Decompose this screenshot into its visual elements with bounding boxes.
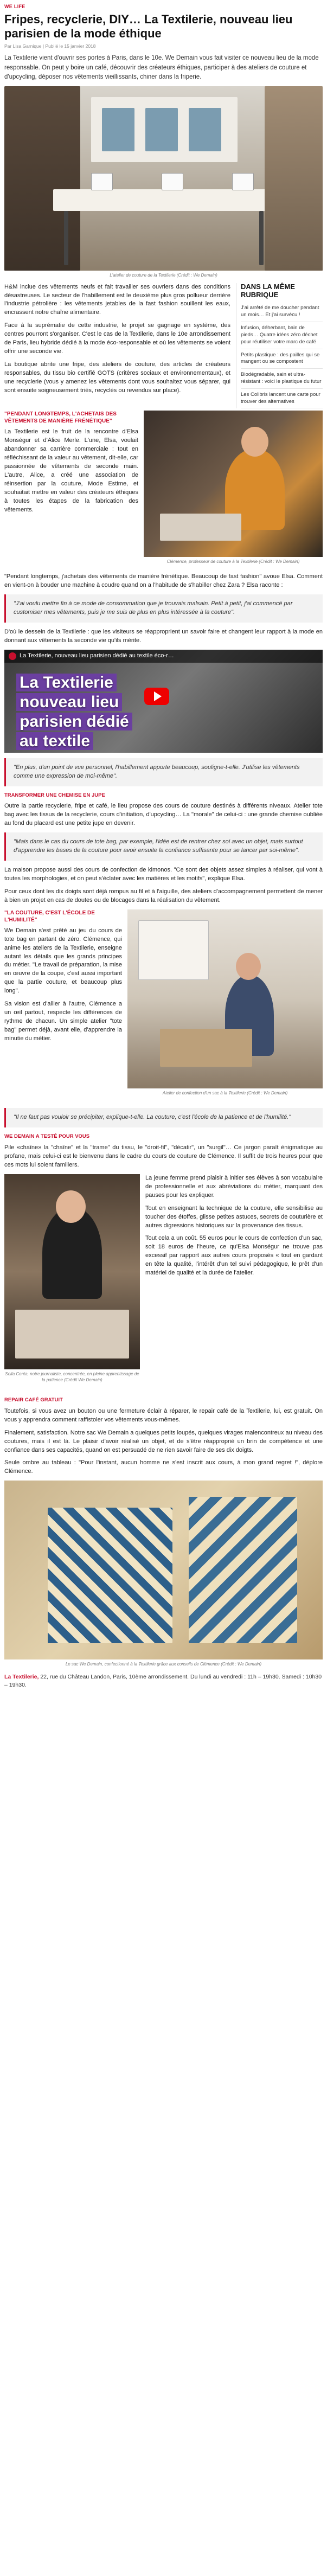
intro-row	[4, 283, 323, 409]
video-bar-title: La Textilerie, nouveau lieu parisien dédié au textile éco-r…	[20, 652, 174, 659]
hero-photo	[4, 86, 323, 271]
related-title: DANS LA MÊME RUBRIQUE	[241, 282, 295, 299]
bag-caption: Le sac We Demain, confectionné à la Textilerie grâce aux conseils de Clémence (Crédit : We Demain)	[65, 1662, 262, 1667]
paragraph: D'où le dessein de la Textilerie : que les visiteurs se réapproprient un savoir faire et changent leur rapport à la mode en donnant aux vêtements la seconde vie qu'ils mérite.	[4, 628, 323, 644]
video-channel-icon	[9, 652, 16, 660]
paragraph: Tout cela a un coût. 55 euros pour le cours de confection d'un sac, soit 18 euros de l'heure, ce qu'Elsa Monségur ne trouve pas excessif par rapport aux autres cours proposés « tout en gardant en tête la qualité, l'intérêt d'un tel suivi pédagogique, le prêt d'un matériel de qualité et la durée de l'atelier.	[145, 1235, 323, 1277]
paragraph: Finalement, satisfaction. Notre sac We Demain a quelques petits loupés, quelques virages malencontreux au niveau des coutures, mais il est là. Le plaisir d'avoir réalisé un objet, et de s'être réapproprié un brin de compétence et une confiance dans ses capacités, quand on est persuadé de ne rien savoir faire de ses dix doigts.	[4, 1429, 323, 1453]
related-link[interactable]: J'ai arrêté de me doucher pendant un mois… Et j'ai survécu !	[241, 302, 323, 322]
video-player[interactable]	[4, 650, 323, 753]
humility-section	[4, 909, 323, 1104]
paragraph: Toutefois, si vous avez un bouton ou une fermeture éclair à réparer, le repair café de la Textilerie, lui, est gratuit. On vous y apprendra comment raffistoler vos vêtements vous-mêmes.	[4, 1407, 323, 1423]
address-note	[4, 1673, 323, 1689]
article-lead: La Textilerie vient d'ouvrir ses portes à Paris, dans le 10e. We Demain vous fait visiter ce nouveau lieu de la mode responsable. On peut y boire un café, découvrir des créateurs éthiques, participer à des ateliers de couture et d'upcycling, déposer nos vêtements vieillissants, chiner dans la friperie.	[4, 55, 319, 80]
paragraph: Tout en enseignant la technique de la couture, elle sensibilise au toucher des étoffes, glisse petites astuces, secrets de couturière et autres digressions historiques sur la provenance des tissus.	[145, 1204, 323, 1229]
video-title-line: nouveau lieu	[16, 693, 122, 711]
related-sidebar	[236, 283, 323, 409]
blockquote: "Mais dans le cas du cours de tote bag, par exemple, l'idée est de rentrer chez soi avec un objet, mais surtout d'apprendre les bases de la couture pour avoir ensuite la confiance suffisante pour se lancer par soi-même".	[4, 832, 323, 861]
pull-quote: "LA COUTURE, C'EST L'ÉCOLE DE L'HUMILITÉ"	[4, 909, 95, 923]
journalist-caption: Solla Conta, notre journaliste, concentrée, en pleine apprentissage de la patience (Crédit We Demain)	[5, 1371, 139, 1383]
paragraph: La jeune femme prend plaisir à initier ses élèves à son vocabulaire de professionnelle et aux abréviations du métier, marquant des pauses pour les expliquer.	[145, 1174, 323, 1199]
venue-name[interactable]: La Textilerie,	[4, 1673, 39, 1680]
workshop-figure	[127, 909, 323, 1101]
video-title-bar	[4, 650, 323, 663]
founders-section	[4, 411, 323, 589]
teacher-photo	[144, 411, 323, 557]
related-link[interactable]: Infusion, déherbant, bain de pieds… Quatre idées zéro déchet pour réutiliser votre marc de café	[241, 322, 323, 349]
related-link[interactable]: Biodégradable, sain et ultra-résistant : voici le plastique du futur	[241, 369, 323, 389]
video-overlay-title	[16, 674, 132, 752]
section-heading: REPAIR CAFÉ GRATUIT	[4, 1397, 63, 1404]
section-heading: WE DEMAIN A TESTÉ POUR VOUS	[4, 1133, 90, 1140]
paragraph: La maison propose aussi des cours de confection de kimonos. "Ce sont des objets assez simples à réaliser, qui vont à toutes les morphologies, et on peut s'éclater avec les matières et les motifs", explique Elsa.	[4, 866, 323, 882]
venue-details: 22, rue du Château Landon, Paris, 10ème arrondissement. Du lundi au vendredi : 11h – 19h30. Samedi : 10h30 – 19h30.	[4, 1673, 322, 1689]
tested-section	[4, 1174, 323, 1391]
journalist-photo	[4, 1174, 140, 1369]
pull-quote: "PENDANT LONGTEMPS, L'ACHETAIS DES VÊTEMENTS DE MANIÈRE FRÉNÉTIQUE"	[4, 411, 117, 425]
article-title: Fripes, recyclerie, DIY… La Textilerie, nouveau lieu parisien de la mode éthique	[4, 12, 293, 40]
video-title-line: La Textilerie	[16, 674, 117, 691]
category-kicker[interactable]: WE LIFE	[4, 4, 25, 9]
journalist-figure	[4, 1174, 140, 1388]
byline: Par Lisa Garnique | Publié le 15 janvier 2018	[4, 43, 96, 49]
related-link[interactable]: Petits plastique : des pailles qui se mangent ou se compostent	[241, 349, 323, 369]
paragraph: Sa vision est d'allier à l'autre, Clémence a un œil partout, respecte les différences de rythme de chacun. Un simple atelier "tote bag" permet déjà, avant elle, d'apprendre la minutie du métier.	[4, 1001, 122, 1042]
section-heading: TRANSFORMER UNE CHEMISE EN JUPE	[4, 792, 105, 798]
blockquote: "En plus, d'un point de vue personnel, l'habillement apporte beaucoup, souligne-t-elle. J'utilise les vêtements comme une expression de moi-même".	[4, 758, 323, 786]
hero-caption: L'atelier de couture de la Textilerie (Crédit : We Demain)	[110, 273, 217, 278]
workshop-photo	[127, 909, 323, 1088]
paragraph: We Demain s'est prêté au jeu du cours de tote bag en partant de zéro. Clémence, qui anime les ateliers de la Textilerie, enseigne autant les détails que les grands principes du métier. "Le travail de préparation, la mise en œuvre de la coupe, c'est aussi important que la partie couture, et beaucoup plus long".	[4, 927, 122, 995]
paragraph: H&M inclue des vêtements neufs et fait travailler ses ouvriers dans des conditions désastreuses. Le secteur de l'habillement est le deuxième plus gros pollueur derrière l'industrie pétrolière : les vêtements jetables de la fast fashion souillent les eaux, encrassent notre chaîne alimentaire.	[4, 283, 230, 316]
paragraph: Outre la partie recyclerie, fripe et café, le lieu propose des cours de couture destinés à différents niveaux. Atelier tote bag avec les tissus de la recyclerie, cours d'initiation, d'upcycling… La "morale" de celui-ci : une grande chemise oubliée au fond du placard est une petite jupe en devenir.	[4, 803, 323, 827]
video-title-line: parisien dédié	[16, 713, 132, 730]
play-icon[interactable]	[144, 688, 169, 705]
teacher-caption: Clémence, professeur de couture à la Textilerie (Crédit : We Demain)	[166, 559, 300, 565]
blockquote: "J'ai voulu mettre fin à ce mode de consommation que je trouvais malsain. Petit à petit, j'ai commencé par customiser mes vêtements, puis je me suis de plus en plus intéressée à la couture".	[4, 594, 323, 623]
paragraph: La boutique abrite une fripe, des ateliers de couture, des articles de créateurs responsables, du tissu bio certifié GOTS (critères sociaux et environnementaux), et une recyclerie (vous y amenez les vêtements dont vous souhaitez vous séparer, qui sont ensuite soigneusement triés, recyclés ou revendus sur place).	[4, 361, 230, 394]
bag-photo	[4, 1481, 323, 1659]
blockquote: "Il ne faut pas vouloir se précipiter, explique-t-elle. La couture, c'est l'école de la patience et de l'humilité."	[4, 1108, 323, 1127]
teacher-figure	[144, 411, 323, 569]
workshop-caption: Atelier de confection d'un sac à la Textilerie (Crédit : We Demain)	[162, 1090, 288, 1095]
paragraph: Seule ombre au tableau : "Pour l'instant, aucun homme ne s'est inscrit aux cours, à mon grand regret !", déplore Clémence.	[4, 1459, 323, 1475]
paragraph: Pour ceux dont les dix doigts sont déjà rompus au fil et à l'aiguille, des ateliers d'accompagnement permettent de mener à bien un projet en cas de doutes ou de blocages dans la réalisation du vêtement.	[4, 888, 323, 903]
related-link[interactable]: Les Colibris lancent une carte pour trouver des alternatives	[241, 389, 323, 409]
paragraph: Face à la suprématie de cette industrie, le projet se gagnage en système, des centres pourront s'organiser. C'est le cas de la Textilerie, dans le 10e arrondissement de Paris, lieu hybride dédié à la mode éco-responsable et où les vêtements se voient offrir une seconde vie.	[4, 322, 230, 355]
paragraph: La Textilerie est le fruit de la rencontre d'Elsa Monségur et d'Alice Merle. L'une, Elsa, voulait abandonner sa carrière commerciale : tout en réfléchissant de la valeur au vêtement, dit-elle, car passionnée de vêtements de seconde main. L'autre, Alice, a créé une association de réinsertion par la couture, Mode Estime, et souhaitait mettre en valeur des créateurs éthiques à toutes les étapes de la fabrication des vêtements.	[4, 428, 138, 513]
paragraph: Pile «chaîne» la "chaîne" et la "trame" du tissu, le "droit-fil", "décatir", un "surgil"… Ce jargon paraît énigmatique au profane, mais celui-ci est le bienvenu dans le cadre du cours de couture de Clémence. Il suffit de trois heures pour que ces mots lui soient familiers.	[4, 1144, 323, 1168]
paragraph: "Pendant longtemps, j'achetais des vêtements de manière frénétique. Beaucoup de fast fashion" avoue Elsa. Comment en vient-on à bouder une machine à coudre quand on a l'habitude de s'habiller chez Zara ? Elsa raconte :	[4, 573, 323, 588]
video-title-line: au textile	[16, 732, 93, 750]
